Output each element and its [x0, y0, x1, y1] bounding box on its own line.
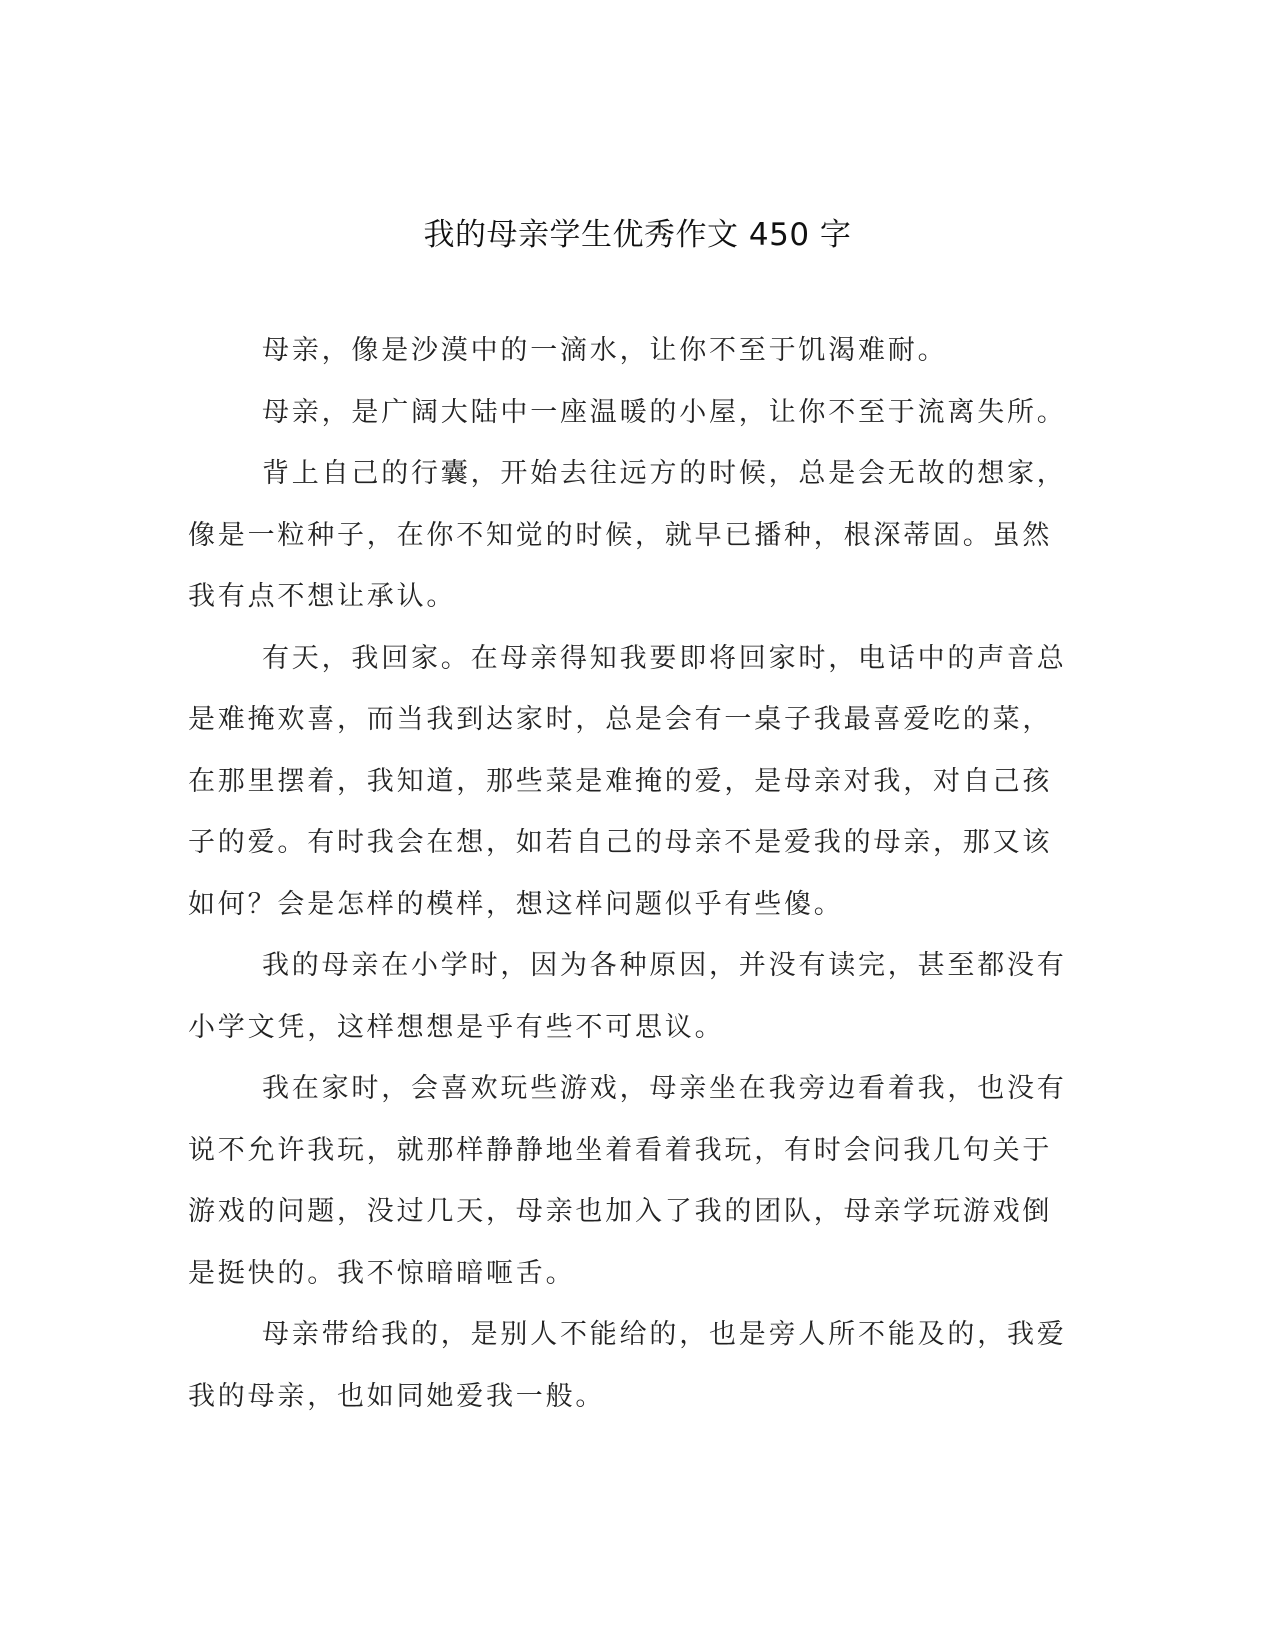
paragraph-3: 背上自己的行囊，开始去往远方的时候，总是会无故的想家，像是一粒种子，在你不知觉的时候，就早已播种，根深蒂固。虽然我有点不想让承认。: [188, 458, 1067, 612]
paragraph-7: 母亲带给我的，是别人不能给的，也是旁人所不能及的，我爱我的母亲，也如同她爱我一般。: [188, 1319, 1067, 1412]
document-title: 我的母亲学生优秀作文 450 字: [423, 217, 852, 253]
document-body: [188, 320, 1080, 1427]
paragraph-2: 母亲，是广阔大陆中一座温暖的小屋，让你不至于流离失所。: [262, 396, 1067, 428]
paragraph-5: 我的母亲在小学时，因为各种原因，并没有读完，甚至都没有小学文凭，这样想想是乎有些不可思议。: [188, 950, 1067, 1043]
paragraph-1: 母亲，像是沙漠中的一滴水，让你不至于饥渴难耐。: [262, 335, 948, 366]
paragraph-4: 有天，我回家。在母亲得知我要即将回家时，电话中的声音总是难掩欢喜，而当我到达家时，总是会有一桌子我最喜爱吃的菜，在那里摆着，我知道，那些菜是难掩的爱，是母亲对我，对自己孩子的爱。有时我会在想，如若自己的母亲不是爱我的母亲，那又该如何？会是怎样的模样，想这样问题似乎有些傻。: [188, 642, 1067, 920]
paragraph-6: 我在家时，会喜欢玩些游戏，母亲坐在我旁边看着我，也没有说不允许我玩，就那样静静地坐着看着我玩，有时会问我几句关于游戏的问题，没过几天，母亲也加入了我的团队，母亲学玩游戏倒是挺快的。我不惊暗暗咂舌。: [188, 1073, 1067, 1289]
